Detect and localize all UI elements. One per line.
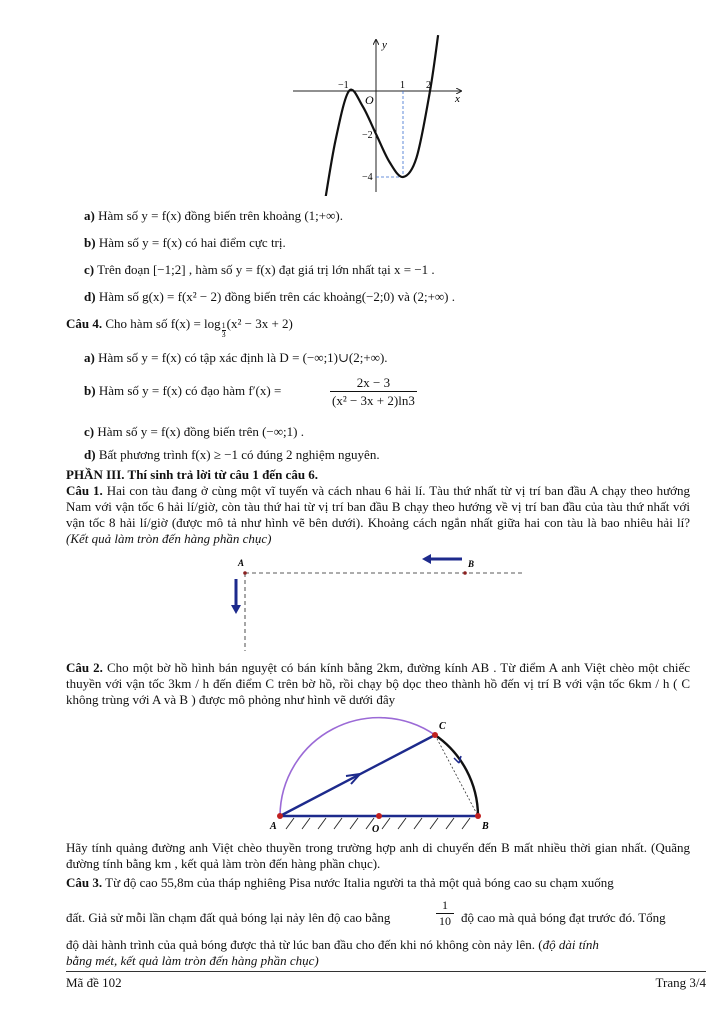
c3-line2b: độ cao mà quả bóng đạt trước đó. Tổng — [461, 910, 666, 925]
tick-1: 1 — [400, 80, 405, 91]
c3-fraction: 1 10 — [436, 898, 454, 929]
c1-text: Câu 1. Hai con tàu đang ở cùng một vĩ tuyến và cách nhau 6 hải lí. Tàu thứ nhất từ vị trí ban đầu A chạy theo hướng Nam với vận tốc 6 hải lí/giờ, còn tàu thứ hai từ vị trí ban đầu B chạy theo hướng về vị trí ban đầu của tàu thứ nhất với vận tốc 8 hải lí/giờ (được mô tả như hình vẽ bên dưới). Khoảng cách ngắn nhất giữa hai con tàu là bao nhiêu hải lí? (Kết quả làm tròn đến hàng phần chục) — [66, 483, 691, 546]
label-a: A — [270, 821, 277, 832]
tick-neg4: −4 — [362, 172, 373, 183]
label-b: B — [468, 559, 475, 569]
q4-option-c: c) Hàm số y = f(x) đồng biến trên (−∞;1) . — [84, 424, 304, 439]
part3-heading: PHẦN III. Thí sinh trả lời từ câu 1 đến câu 6. — [66, 467, 319, 482]
q3-option-c: c) Trên đoạn [−1;2] , hàm số y = f(x) đạt giá trị lớn nhất tại x = −1 . — [84, 262, 435, 277]
q4-option-a: a) Hàm số y = f(x) có tập xác định là D = (−∞;1)∪(2;+∞). — [84, 350, 388, 365]
c3-line3: độ dài hành trình của quả bóng được thả từ lúc ban đầu cho đến khi nó không còn nảy lên. (độ dài tính — [66, 937, 599, 952]
arrow-west-icon — [422, 554, 462, 564]
label-o: O — [372, 824, 380, 835]
q4-stem: Câu 4. Cho hàm số f(x) = log $\frac{1}{3}$ (x² − 3x + 2) — [66, 316, 293, 339]
arrow-south-icon — [231, 579, 241, 614]
x-axis-label: x — [455, 93, 460, 105]
function-curve — [325, 35, 438, 196]
tick-neg1: −1 — [338, 80, 349, 91]
q4-option-b: b) Hàm số y = f(x) có đạo hàm f′(x) = — [84, 383, 282, 398]
q3-option-b: b) Hàm số y = f(x) có hai điểm cực trị. — [84, 235, 286, 250]
q3-option-d: d) Hàm số g(x) = f(x² − 2) đồng biến trên các khoảng(−2;0) và (2;+∞) . — [84, 289, 456, 304]
label-a: A — [238, 558, 245, 568]
c3-line4: bằng mét, kết quả làm tròn đến hàng phần chục) — [66, 953, 319, 968]
origin-label: O — [365, 93, 374, 107]
chord-cb — [435, 735, 478, 816]
point-o — [376, 813, 382, 819]
point-b — [475, 813, 481, 819]
page-footer — [66, 971, 706, 991]
semicircle-lake-figure — [264, 715, 494, 839]
exam-code: Mã đề 102 — [66, 975, 122, 990]
ships-figure — [224, 553, 534, 653]
label-b: B — [482, 821, 489, 832]
semicircle-arc-ac — [280, 718, 435, 816]
point-b — [463, 571, 467, 575]
c3-line1: Câu 3. Từ độ cao 55,8m của tháp nghiêng Pisa nước Italia người ta thả một quả bóng cao su chạm xuống — [66, 875, 614, 890]
tick-2: 2 — [426, 80, 431, 91]
c3-line2: đất. Giả sử mỗi lần chạm đất quả bóng lại nảy lên độ cao bằng — [66, 910, 391, 925]
q3-option-a: a) Hàm số y = f(x) đồng biến trên khoảng (1;+∞). — [84, 208, 343, 223]
point-a — [243, 571, 247, 575]
c2-question: Hãy tính quảng đường anh Việt chèo thuyền trong trường hợp anh di chuyển đến B mất nhiều thời gian nhất. (Quãng đường tính bằng km , kết quả làm tròn đến hàng phần chục). — [66, 840, 690, 871]
q4-option-d: d) Bất phương trình f(x) ≥ −1 có đúng 2 nghiệm nguyên. — [84, 447, 380, 462]
y-axis-label: y — [382, 39, 387, 51]
tick-neg2: −2 — [362, 130, 373, 141]
function-graph — [285, 34, 475, 196]
c2-text: Câu 2. Cho một bờ hồ hình bán nguyệt có bán kính bằng 2km, đường kính AB . Từ điểm A anh Việt chèo một chiếc thuyền với vận tốc 3km / h đến điểm C trên bờ hồ, rồi chạy bộ dọc theo thành hồ đến vị trí B với vận tốc 6km / h ( C không trùng với A và B ) được mô phỏng như hình vẽ dưới đây — [66, 660, 691, 707]
point-c — [432, 732, 438, 738]
page-number: Trang 3/4 — [655, 975, 706, 990]
point-a — [277, 813, 283, 819]
q4-derivative-fraction: 2x − 3 (x² − 3x + 2)ln3 — [332, 375, 415, 408]
label-c: C — [439, 721, 446, 732]
